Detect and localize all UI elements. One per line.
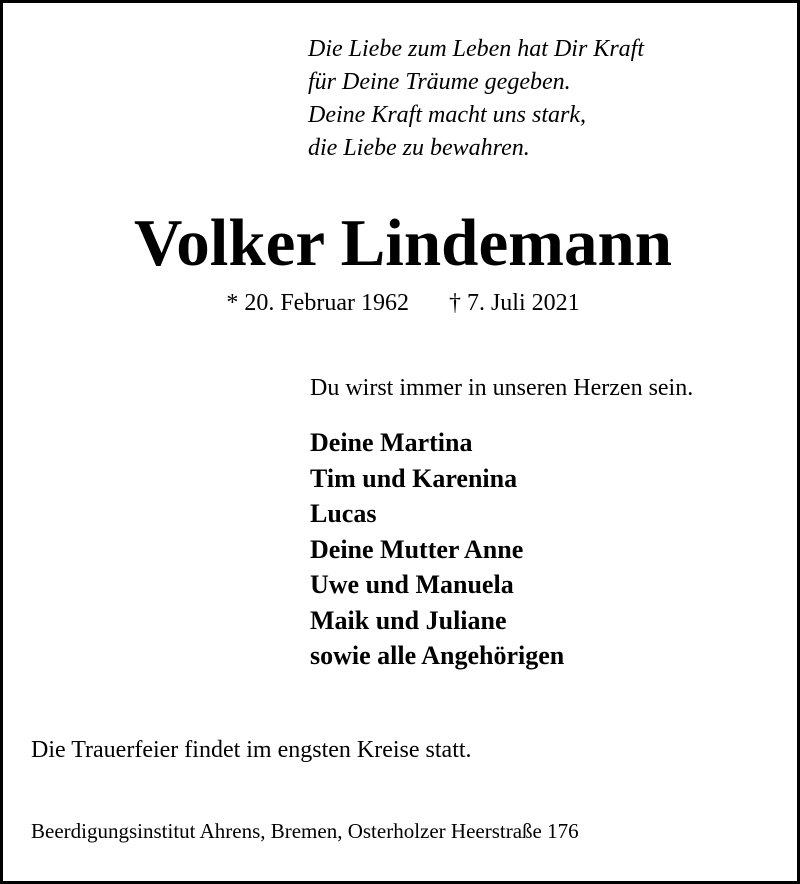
poem-line: die Liebe zu bewahren. (308, 135, 530, 161)
poem-line: Die Liebe zum Leben hat Dir Kraft (308, 36, 644, 62)
deceased-name: Volker Lindemann (133, 206, 673, 280)
signer: Maik und Juliane (310, 605, 507, 635)
life-dates (3, 287, 800, 319)
funeral-home-info: Beerdigungsinstitut Ahrens, Bremen, Osterholzer Heerstraße 176 (31, 819, 579, 843)
death-date: † 7. Juli 2021 (448, 290, 580, 316)
poem-line: für Deine Träume gegeben. (308, 69, 571, 95)
poem (308, 33, 644, 165)
signer: Tim und Karenina (310, 463, 518, 493)
farewell-line: Du wirst immer in unseren Herzen sein. (310, 375, 694, 401)
birth-date: * 20. Februar 1962 (226, 290, 409, 316)
poem-line: Deine Kraft macht uns stark, (308, 102, 586, 128)
signer: sowie alle Angehörigen (310, 641, 565, 670)
signer: Uwe und Manuela (310, 570, 514, 599)
signer: Deine Mutter Anne (310, 534, 524, 564)
signer: Lucas (310, 499, 377, 528)
ceremony-note: Die Trauerfeier findet im engsten Kreise statt. (31, 737, 472, 763)
signer: Deine Martina (310, 428, 473, 457)
signers-list (310, 425, 564, 674)
